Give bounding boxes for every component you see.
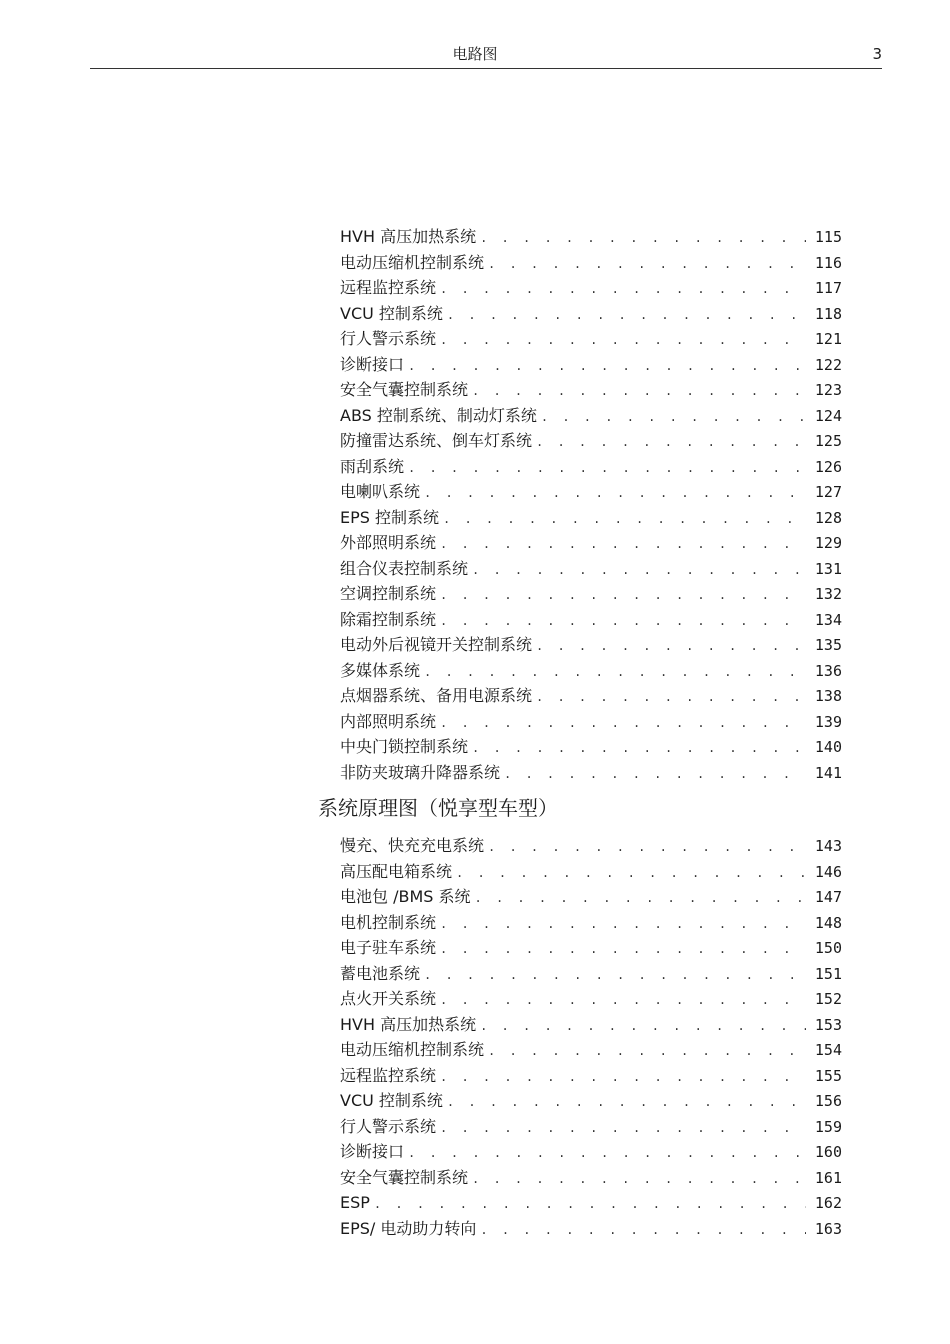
toc-entry[interactable] — [340, 833, 842, 859]
toc-entry[interactable] — [340, 454, 842, 480]
toc-entry-title: 点烟器系统、备用电源系统 — [340, 686, 533, 705]
toc-entry[interactable] — [340, 632, 842, 658]
toc-entry-title: 点火开关系统 — [340, 989, 437, 1008]
toc-entry-title: 防撞雷达系统、倒车灯系统 — [340, 431, 533, 450]
toc-entry-title: EPS/ 电动助力转向 — [340, 1218, 477, 1238]
toc-entry[interactable] — [340, 683, 842, 709]
section-heading: 系统原理图（悦享型车型） — [318, 796, 558, 820]
toc-entry-title: ESP — [340, 1193, 370, 1212]
toc-entry-title: VCU 控制系统 — [340, 303, 443, 323]
toc-entry-page: 139 — [814, 712, 842, 731]
toc-entry-page: 143 — [814, 837, 842, 855]
toc-entry[interactable] — [340, 428, 842, 454]
toc-entry[interactable] — [340, 301, 842, 327]
toc-entry[interactable] — [340, 479, 842, 505]
toc-entry[interactable] — [340, 326, 842, 352]
dot-leader — [440, 328, 806, 352]
toc-entry-page: 124 — [814, 406, 842, 425]
toc-entry-title: 空调控制系统 — [340, 584, 437, 603]
toc-entry-page: 151 — [814, 964, 842, 983]
dot-leader — [472, 736, 806, 760]
toc-entry[interactable] — [340, 859, 842, 885]
toc-entry-page: 140 — [814, 738, 842, 756]
dot-leader — [475, 886, 806, 910]
toc-entry-title: 安全气囊控制系统 — [340, 1167, 469, 1187]
toc-entry[interactable] — [340, 1012, 842, 1038]
toc-entry-title: 远程监控系统 — [340, 1065, 437, 1085]
dot-leader — [408, 1141, 806, 1165]
toc-list-part2 — [340, 833, 842, 1241]
dot-leader — [480, 1218, 806, 1242]
toc-entry-title: 外部照明系统 — [340, 533, 437, 552]
toc-entry-page: 150 — [814, 939, 842, 957]
dot-leader — [440, 1065, 806, 1089]
dot-leader — [424, 660, 806, 684]
dot-leader — [472, 558, 806, 582]
toc-entry[interactable] — [340, 224, 842, 250]
toc-entry[interactable] — [340, 1088, 842, 1114]
dot-leader — [440, 711, 806, 735]
toc-entry-page: 160 — [814, 1143, 842, 1161]
toc-entry-page: 116 — [814, 253, 842, 272]
toc-entry-page: 122 — [814, 355, 842, 374]
toc-entry[interactable] — [340, 709, 842, 735]
toc-entry[interactable] — [340, 530, 842, 556]
toc-entry-title: 非防夹玻璃升降器系统 — [340, 762, 501, 782]
toc-entry[interactable] — [340, 734, 842, 760]
dot-leader — [488, 1039, 806, 1063]
toc-entry[interactable] — [340, 581, 842, 607]
toc-entry-page: 138 — [814, 687, 842, 705]
toc-entry-page: 141 — [814, 763, 842, 782]
toc-entry[interactable] — [340, 760, 842, 786]
toc-entry[interactable] — [340, 556, 842, 582]
toc-entry-page: 161 — [814, 1168, 842, 1187]
dot-leader — [440, 583, 806, 607]
header-divider — [90, 68, 882, 69]
toc-entry-title: 远程监控系统 — [340, 278, 437, 297]
dot-leader — [408, 456, 806, 480]
toc-entry-title: 诊断接口 — [340, 354, 405, 374]
dot-leader — [536, 685, 806, 709]
toc-entry-page: 123 — [814, 381, 842, 399]
toc-entry-title: 安全气囊控制系统 — [340, 380, 469, 399]
toc-entry-title: 组合仪表控制系统 — [340, 558, 469, 578]
dot-leader — [456, 861, 806, 885]
toc-entry-title: 行人警示系统 — [340, 1116, 437, 1136]
dot-leader — [440, 912, 806, 936]
toc-entry-title: VCU 控制系统 — [340, 1091, 443, 1110]
toc-entry-page: 125 — [814, 432, 842, 450]
toc-entry-title: HVH 高压加热系统 — [340, 1014, 477, 1034]
dot-leader — [447, 303, 806, 327]
toc-entry-page: 115 — [814, 228, 842, 246]
toc-entry[interactable] — [340, 1190, 842, 1216]
toc-entry-title: 高压配电箱系统 — [340, 861, 453, 881]
toc-entry[interactable] — [340, 961, 842, 987]
dot-leader — [472, 379, 806, 403]
toc-entry-page: 135 — [814, 636, 842, 654]
toc-entry-page: 129 — [814, 534, 842, 552]
toc-entry-title: 诊断接口 — [340, 1142, 405, 1161]
toc-entry-page: 127 — [814, 483, 842, 501]
dot-leader — [440, 988, 806, 1012]
toc-entry-title: 电动压缩机控制系统 — [340, 1040, 485, 1059]
toc-entry[interactable] — [340, 505, 842, 531]
toc-entry-page: 153 — [814, 1015, 842, 1034]
toc-entry-page: 131 — [814, 559, 842, 578]
toc-entry[interactable] — [340, 935, 842, 961]
toc-entry-page: 163 — [814, 1219, 842, 1238]
toc-entry-page: 148 — [814, 913, 842, 932]
toc-entry-page: 134 — [814, 610, 842, 629]
toc-entry-page: 117 — [814, 279, 842, 297]
dot-leader — [480, 226, 806, 250]
toc-entry[interactable] — [340, 250, 842, 276]
toc-entry[interactable] — [340, 1114, 842, 1140]
toc-entry-title: 雨刮系统 — [340, 456, 405, 476]
dot-leader — [488, 835, 806, 859]
toc-entry-page: 159 — [814, 1117, 842, 1136]
dot-leader — [424, 481, 806, 505]
toc-entry[interactable] — [340, 1139, 842, 1165]
toc-entry-page: 136 — [814, 661, 842, 680]
toc-entry-title: 电池包 /BMS 系统 — [340, 887, 471, 906]
toc-entry[interactable] — [340, 275, 842, 301]
toc-entry-page: 146 — [814, 862, 842, 881]
toc-entry[interactable] — [340, 403, 842, 429]
toc-entry[interactable] — [340, 352, 842, 378]
toc-entry-title: 电机控制系统 — [340, 912, 437, 932]
toc-entry-title: 电动外后视镜开关控制系统 — [340, 635, 533, 654]
dot-leader — [472, 1167, 806, 1191]
toc-entry-title: 电子驻车系统 — [340, 938, 437, 957]
toc-entry-page: 147 — [814, 888, 842, 906]
toc-entry-title: 蓄电池系统 — [340, 963, 421, 983]
toc-entry[interactable] — [340, 1063, 842, 1089]
toc-entry-page: 156 — [814, 1092, 842, 1110]
toc-entry-title: 多媒体系统 — [340, 660, 421, 680]
dot-leader — [440, 532, 806, 556]
toc-entry[interactable] — [340, 884, 842, 910]
toc-entry[interactable] — [340, 1165, 842, 1191]
toc-entry-page: 154 — [814, 1041, 842, 1059]
dot-leader — [536, 430, 806, 454]
toc-entry-page: 126 — [814, 457, 842, 476]
dot-leader — [541, 405, 806, 429]
dot-leader — [504, 762, 806, 786]
toc-entry[interactable] — [340, 986, 842, 1012]
toc-entry-title: 电动压缩机控制系统 — [340, 252, 485, 272]
dot-leader — [440, 609, 806, 633]
toc-entry[interactable] — [340, 1216, 842, 1242]
toc-entry-title: 除霜控制系统 — [340, 609, 437, 629]
toc-entry-page: 121 — [814, 330, 842, 348]
toc-entry-title: 慢充、快充充电系统 — [340, 836, 485, 855]
toc-entry[interactable] — [340, 1037, 842, 1063]
toc-entry-page: 118 — [814, 304, 842, 323]
dot-leader — [440, 937, 806, 961]
toc-entry-title: EPS 控制系统 — [340, 507, 440, 527]
dot-leader — [536, 634, 806, 658]
toc-entry-title: 中央门锁控制系统 — [340, 737, 469, 756]
dot-leader — [488, 252, 806, 276]
dot-leader — [440, 1116, 806, 1140]
toc-entry[interactable] — [340, 607, 842, 633]
dot-leader — [440, 277, 806, 301]
toc-entry-page: 152 — [814, 990, 842, 1008]
toc-entry-title: HVH 高压加热系统 — [340, 227, 477, 246]
toc-entry-title: 内部照明系统 — [340, 711, 437, 731]
page-number: 3 — [872, 45, 882, 63]
dot-leader — [443, 507, 806, 531]
dot-leader — [408, 354, 806, 378]
toc-entry-title: ABS 控制系统、制动灯系统 — [340, 405, 537, 425]
toc-entry-page: 162 — [814, 1194, 842, 1212]
toc-entry-page: 155 — [814, 1066, 842, 1085]
toc-entry-title: 行人警示系统 — [340, 329, 437, 348]
dot-leader — [424, 963, 806, 987]
toc-list-part1 — [340, 224, 842, 785]
toc-entry[interactable] — [340, 658, 842, 684]
toc-entry-page: 128 — [814, 508, 842, 527]
toc-entry[interactable] — [340, 910, 842, 936]
toc-entry[interactable] — [340, 377, 842, 403]
dot-leader — [374, 1192, 806, 1216]
dot-leader — [480, 1014, 806, 1038]
running-header-title: 电路图 — [452, 45, 498, 63]
dot-leader — [447, 1090, 806, 1114]
toc-entry-title: 电喇叭系统 — [340, 482, 421, 501]
toc-entry-page: 132 — [814, 585, 842, 603]
